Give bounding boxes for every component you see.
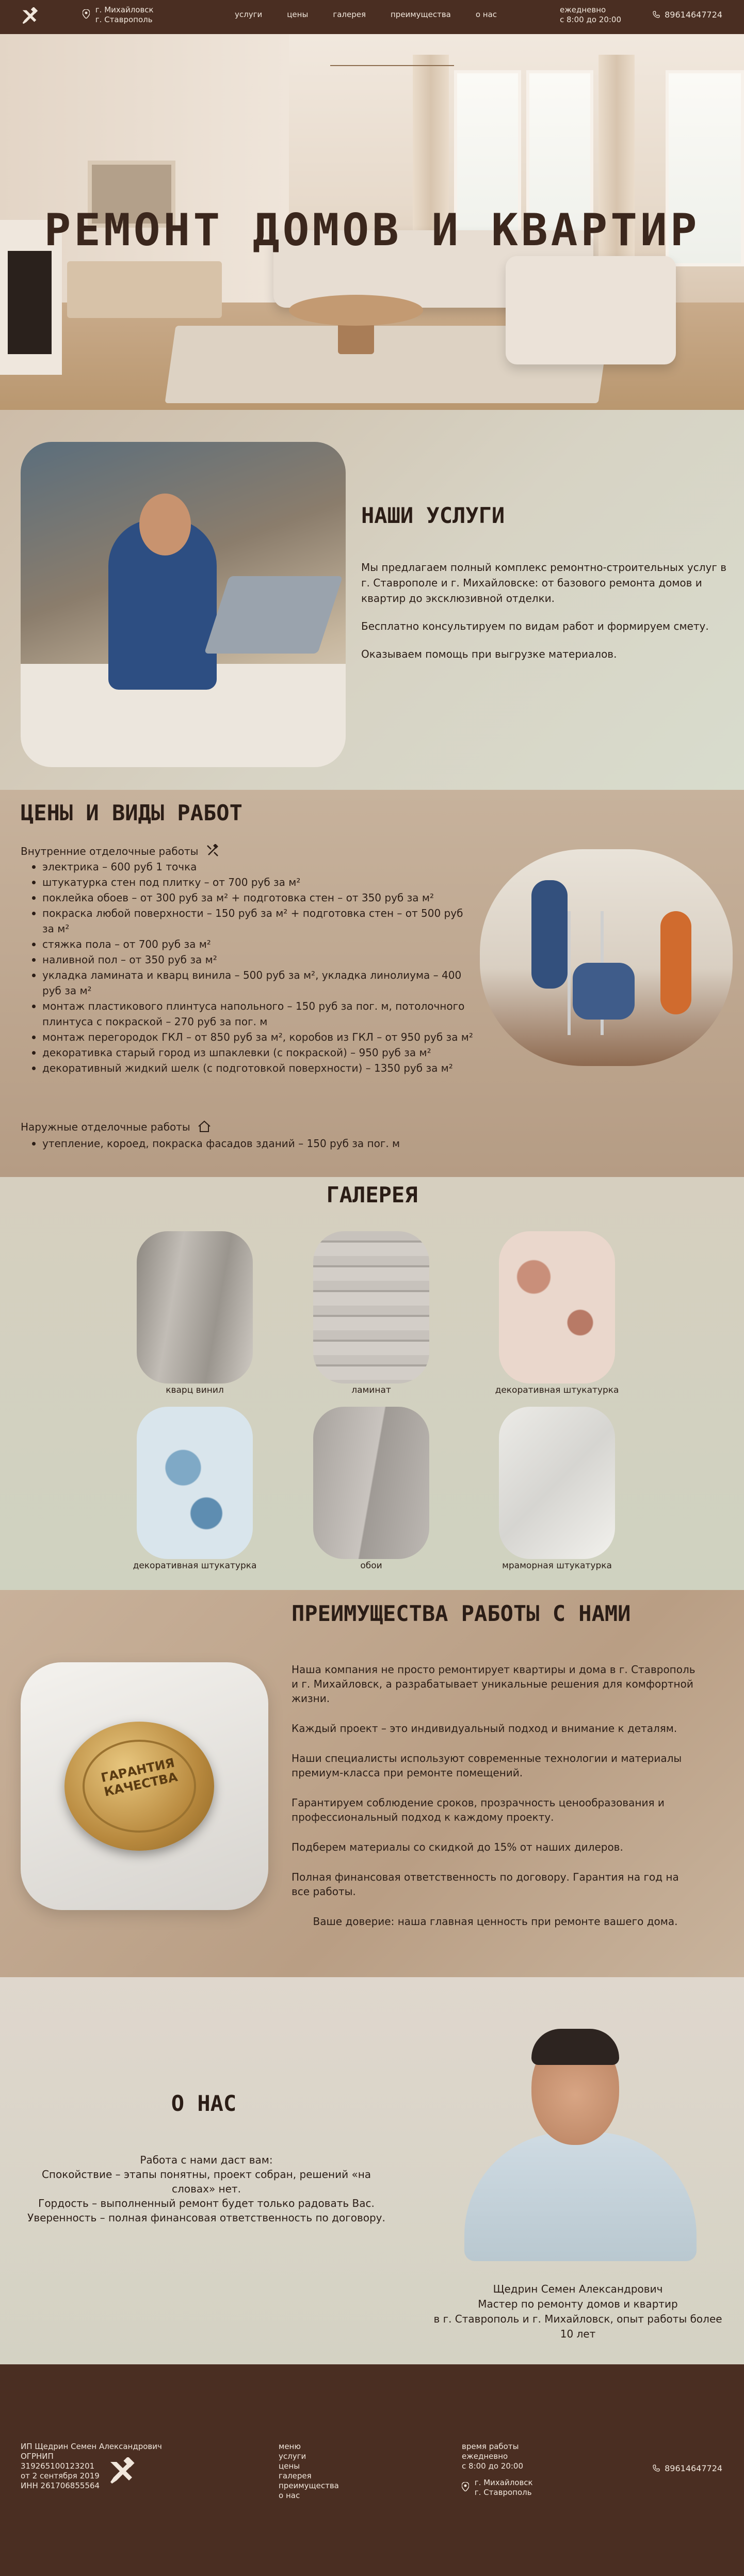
footer-city-1: г. Михайловск [474,2478,533,2487]
nav-prices[interactable]: цены [287,10,309,19]
gallery-caption: мраморная штукатурка [502,1561,612,1571]
phone-icon [653,11,660,18]
advantages-paragraph: Гарантируем соблюдение сроков, прозрачность ценообразования и профессиональный подход к каждому проекту. [292,1796,665,1823]
price-item: покраска любой поверхности – 150 руб за м² + подготовка стен – от 500 руб за м² [31,905,475,936]
map-pin-icon [462,2482,469,2491]
services-text [361,560,733,674]
about-line: Гордость – выполненный ремонт будет только радовать Вас. [38,2197,375,2209]
photo-worker [660,911,691,1014]
services-photo [21,442,346,767]
nav-about[interactable]: о нас [475,10,497,19]
quality-seal-photo [21,1662,268,1910]
quality-seal [64,1722,214,1851]
owner-name: Щедрин Семен Александрович [493,2283,663,2295]
photo-worker-head [139,494,191,555]
nav-advantages[interactable]: преимущества [390,10,451,19]
gallery-item[interactable] [308,1407,434,1571]
footer-hours [462,2442,523,2471]
gallery-caption: декоративная штукатурка [133,1561,257,1571]
exterior-works-heading [21,1120,211,1133]
interior-works-title: Внутренние отделочные работы [21,845,199,857]
price-item: утепление, корoед, покраска фасадов зданий – 150 руб за пог. м [31,1136,475,1151]
advantages-title: ПРЕИМУЩЕСТВА РАБОТЫ С НАМИ [292,1601,631,1626]
price-item: укладка ламината и кварц винила – 500 руб за м², укладка линолиума – 400 руб за м² [31,967,475,998]
footer-link-gallery[interactable]: галерея [279,2471,312,2480]
advantages-text [292,1662,699,1944]
advantages-paragraph: Каждый проект – это индивидуальный подход и внимание к деталям. [292,1722,677,1735]
advantages-paragraph: Полная финансовая ответственность по договору. Гарантия на год на все работы. [292,1871,679,1898]
footer-hours-label: ежедневно [462,2452,508,2461]
prices-photo [480,849,733,1066]
header-city-1: г. Михайловск [95,5,154,14]
services-paragraph: Мы предлагаем полный комплекс ремонтно-строительных услуг в г. Ставрополе и г. Михайловске: от базового ремонта домов и квартир до эксклюзивной отделки. [361,561,727,605]
price-item: электрика – 600 руб 1 точка [31,859,475,874]
price-item: стяжка пола – от 700 руб за м² [31,936,475,952]
advantages-paragraph: Подберем материалы со скидкой до 15% от наших дилеров. [292,1841,623,1853]
gallery-caption: декоративная штукатурка [495,1385,619,1395]
owner-hair [531,2029,619,2065]
hero-section [0,34,744,410]
gallery-caption: ламинат [351,1385,391,1395]
phone-icon [653,2464,660,2472]
photo-worker [573,963,635,1020]
trowel-icon [206,844,219,857]
price-item: наливной пол – от 350 руб за м² [31,952,475,967]
header-hours-label: ежедневно [560,5,606,14]
site-footer [0,2364,744,2576]
gallery-image[interactable] [137,1231,253,1384]
footer-company [21,2442,162,2491]
gallery-item[interactable] [132,1231,258,1395]
about-section [0,1977,744,2364]
advantages-section [0,1590,744,1977]
price-item: декоративка старый город из шпаклевки (с покраской) – 950 руб за м² [31,1045,475,1060]
footer-menu-title: меню [279,2442,301,2451]
tools-logo-icon[interactable] [106,2457,137,2488]
price-item: монтаж пластикового плинтуса напольного – 150 руб за пог. м, потолочного плинтуса с покраской – 270 руб за пог. м [31,998,475,1029]
footer-phone[interactable] [653,2463,722,2473]
gallery-section [0,1177,744,1590]
header-hours [560,5,621,25]
gallery-item[interactable] [132,1407,258,1571]
footer-hours-title: время работы [462,2442,519,2451]
about-line: Спокойствие – этапы понятны, проект собран, решений «на словах» нет. [41,2168,371,2195]
owner-caption [433,2282,722,2342]
gallery-caption: кварц винил [166,1385,224,1395]
gallery-image[interactable] [137,1407,253,1559]
about-line: Работа с нами даст вам: [140,2154,273,2166]
gallery-image[interactable] [499,1407,615,1559]
interior-price-list [31,859,475,1076]
nav-gallery[interactable]: галерея [333,10,366,19]
prices-title: ЦЕНЫ И ВИДЫ РАБОТ [21,800,242,825]
footer-city-2: г. Ставрополь [474,2488,532,2497]
hero-cabinet [67,261,222,318]
hero-coffee-table [289,295,423,326]
main-nav [235,10,497,19]
footer-ogrnip: 319265100123201 [21,2461,95,2471]
owner-shirt [464,2132,697,2261]
owner-experience: в г. Ставрополь и г. Михайловск, опыт работы более 10 лет [433,2313,722,2340]
photo-laptop [204,576,343,654]
hero-chandelier [330,65,454,70]
gallery-title: ГАЛЕРЕЯ [326,1182,418,1207]
footer-link-about[interactable]: о нас [279,2491,300,2500]
price-item: поклейка обоев – от 300 руб за м² + подготовка стен – от 350 руб за м² [31,890,475,905]
quality-seal-text: ГАРАНТИЯ КАЧЕСТВА [100,1755,179,1800]
services-title: НАШИ УСЛУГИ [361,503,505,528]
advantages-paragraph: Наша компания не просто ремонтирует квартиры и дома в г. Ставрополь и г. Михайловск, а разрабатывает уникальные решения для комфортной жизни. [292,1663,696,1705]
gallery-image[interactable] [499,1231,615,1384]
header-city-2: г. Ставрополь [95,15,153,24]
advantages-paragraph: Наши специалисты используют современные технологии и материалы премиум-класса при ремонте помещений. [292,1752,682,1779]
owner-role: Мастер по ремонту домов и квартир [478,2298,678,2310]
footer-phone-number: 89614647724 [665,2463,723,2473]
gallery-image[interactable] [313,1231,429,1384]
footer-location [462,2478,533,2498]
header-hours-time: с 8:00 до 20:00 [560,15,622,24]
hero-fireplace-opening [8,251,52,354]
site-header [0,0,744,34]
gallery-image[interactable] [313,1407,429,1559]
prices-section [0,790,744,1177]
price-item: монтаж перегородок ГКЛ – от 850 руб за м², коробов из ГКЛ – от 950 руб за м² [31,1029,475,1045]
footer-link-advantages[interactable]: преимущества [279,2481,339,2490]
hero-sofa-chaise [506,256,676,364]
footer-menu [279,2442,339,2501]
footer-link-services[interactable]: услуги [279,2452,306,2461]
header-phone[interactable] [653,10,722,20]
footer-date: от 2 сентября 2019 [21,2471,100,2480]
map-pin-icon [83,9,90,19]
price-item: декоративный жидкий шелк (с подготовкой поверхности) – 1350 руб за м² [31,1060,475,1076]
footer-link-prices[interactable]: цены [279,2461,300,2471]
footer-hours-time: с 8:00 до 20:00 [462,2461,524,2471]
nav-services[interactable]: услуги [235,10,263,19]
gallery-caption: обои [360,1561,382,1571]
price-item: штукатурка стен под плитку – от 700 руб за м² [31,874,475,890]
exterior-works-title: Наружные отделочные работы [21,1121,190,1133]
about-title: О НАС [171,2091,237,2116]
services-paragraph: Оказываем помощь при выгрузке материалов. [361,648,617,660]
footer-ogrnip-label: ОГРНИП [21,2452,54,2461]
house-icon [198,1120,211,1133]
header-location [83,5,154,25]
gallery-item[interactable] [494,1407,620,1571]
interior-works-heading [21,844,219,857]
about-line: Уверенность – полная финансовая ответственность по договору. [27,2212,385,2224]
footer-inn: ИНН 261706855564 [21,2481,100,2490]
about-text [21,2153,392,2225]
tools-logo-icon[interactable] [20,7,39,27]
hero-title: РЕМОНТ ДОМОВ И КВАРТИР [44,204,700,256]
services-paragraph: Бесплатно консультируем по видам работ и формируем смету. [361,620,709,632]
photo-worker [531,880,568,989]
gallery-item[interactable] [494,1231,620,1395]
exterior-price-list [31,1136,475,1151]
footer-company-name: ИП Щедрин Семен Александрович [21,2442,162,2451]
owner-photo [454,2008,707,2297]
gallery-item[interactable] [308,1231,434,1395]
services-section [0,410,744,790]
header-phone-number: 89614647724 [665,10,723,20]
advantages-paragraph: Ваше доверие: наша главная ценность при ремонте вашего дома. [313,1915,678,1928]
